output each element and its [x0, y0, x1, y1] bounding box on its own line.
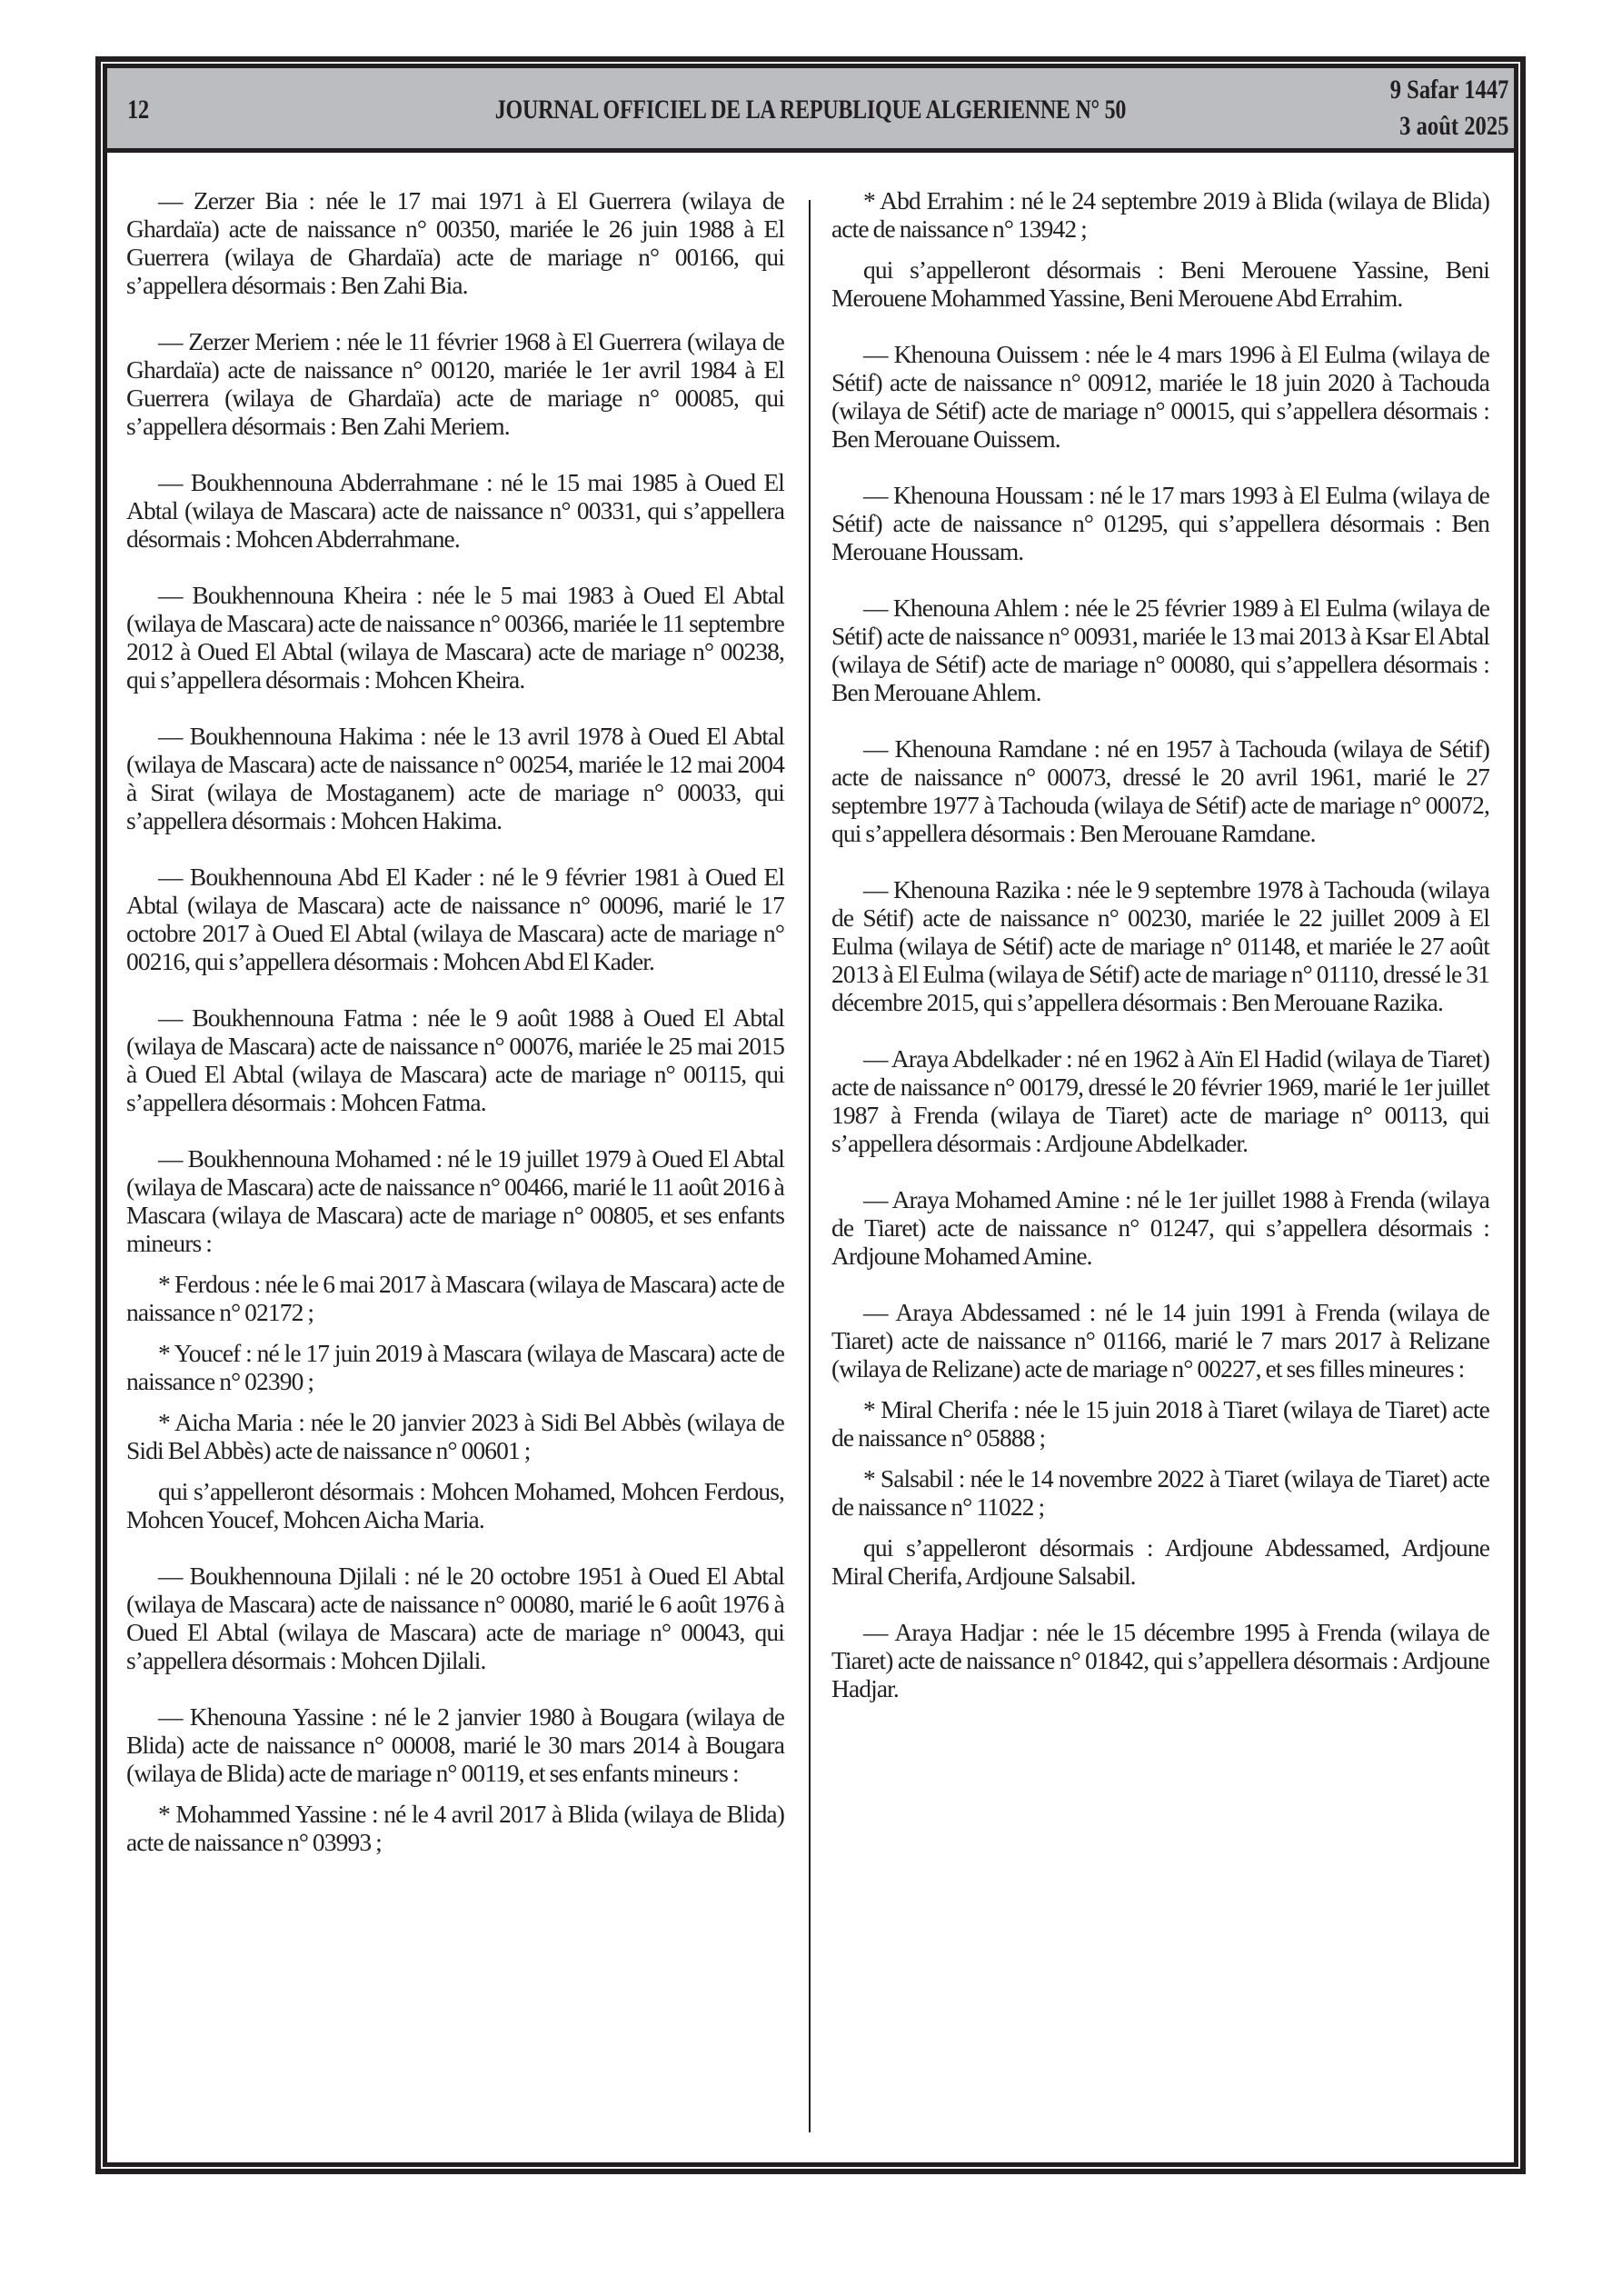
paragraph: * Miral Cherifa : née le 15 juin 2018 à Tiaret (wilaya de Tiaret) acte de naissance n° 05888 ; [831, 1395, 1489, 1452]
paragraph: — Boukhennouna Abderrahmane : né le 15 mai 1985 à Oued El Abtal (wilaya de Mascara) acte de naissance n° 00331, qui s’appellera désormais : Mohcen Abderrahmane. [126, 468, 784, 553]
paragraph: — Khenouna Ramdane : né en 1957 à Tachouda (wilaya de Sétif) acte de naissance n° 00073, dressé le 20 avril 1961, marié le 27 septembre 1977 à Tachouda (wilaya de Sétif) acte de mariage n° 00072, qui s’appellera désormais : Ben Merouane Ramdane. [831, 734, 1489, 847]
paragraph: * Salsabil : née le 14 novembre 2022 à Tiaret (wilaya de Tiaret) acte de naissance n° 11022 ; [831, 1464, 1489, 1521]
paragraph: — Araya Mohamed Amine : né le 1er juillet 1988 à Frenda (wilaya de Tiaret) acte de naissance n° 01247, qui s’appellera désormais : Ardjoune Mohamed Amine. [831, 1185, 1489, 1270]
page-number: 12 [127, 95, 149, 125]
paragraph: — Araya Hadjar : née le 15 décembre 1995 à Frenda (wilaya de Tiaret) acte de naissance n° 01842, qui s’appellera désormais : Ardjoune Hadjar. [831, 1618, 1489, 1702]
date-hijri: 9 Safar 1447 [1389, 75, 1508, 105]
right-column [831, 186, 1489, 1731]
paragraph: * Ferdous : née le 6 mai 2017 à Mascara (wilaya de Mascara) acte de naissance n° 02172 ; [126, 1270, 784, 1326]
paragraph: — Zerzer Meriem : née le 11 février 1968 à El Guerrera (wilaya de Ghardaïa) acte de naissance n° 00120, mariée le 1er avril 1984 à El Guerrera (wilaya de Ghardaïa) acte de mariage n° 00085, qui s’appellera désormais : Ben Zahi Meriem. [126, 327, 784, 440]
paragraph: — Boukhennouna Kheira : née le 5 mai 1983 à Oued El Abtal (wilaya de Mascara) acte de naissance n° 00366, mariée le 11 septembre 2012 à Oued El Abtal (wilaya de Mascara) acte de mariage n° 00238, qui s’appellera désormais : Mohcen Kheira. [126, 581, 784, 694]
paragraph: * Abd Errahim : né le 24 septembre 2019 à Blida (wilaya de Blida) acte de naissance n° 13942 ; [831, 186, 1489, 243]
issue-dates [1364, 72, 1508, 145]
paragraph: — Khenouna Houssam : né le 17 mars 1993 à El Eulma (wilaya de Sétif) acte de naissance n° 01295, qui s’appellera désormais : Ben Merouane Houssam. [831, 481, 1489, 565]
column-divider [809, 200, 811, 2132]
left-column [126, 186, 784, 1869]
journal-title-text: JOURNAL OFFICIEL DE LA REPUBLIQUE ALGERIENNE N° 50 [494, 95, 1127, 125]
paragraph: — Boukhennouna Abd El Kader : né le 9 février 1981 à Oued El Abtal (wilaya de Mascara) acte de naissance n° 00096, marié le 17 octobre 2017 à Oued El Abtal (wilaya de Mascara) acte de mariage n° 00216, qui s’appellera désormais : Mohcen Abd El Kader. [126, 863, 784, 975]
paragraph: — Boukhennouna Djilali : né le 20 octobre 1951 à Oued El Abtal (wilaya de Mascara) acte de naissance n° 00080, marié le 6 août 1976 à Oued El Abtal (wilaya de Mascara) acte de mariage n° 00043, qui s’appellera désormais : Mohcen Djilali. [126, 1562, 784, 1674]
journal-title [107, 95, 1514, 125]
paragraph: — Araya Abdessamed : né le 14 juin 1991 à Frenda (wilaya de Tiaret) acte de naissance n° 01166, marié le 7 mars 2017 à Relizane (wilaya de Relizane) acte de mariage n° 00227, et ses filles mineures : [831, 1298, 1489, 1383]
paragraph: — Boukhennouna Fatma : née le 9 août 1988 à Oued El Abtal (wilaya de Mascara) acte de naissance n° 00076, mariée le 25 mai 2015 à Oued El Abtal (wilaya de Mascara) acte de mariage n° 00115, qui s’appellera désormais : Mohcen Fatma. [126, 1003, 784, 1116]
paragraph: — Boukhennouna Mohamed : né le 19 juillet 1979 à Oued El Abtal (wilaya de Mascara) acte de naissance n° 00466, marié le 11 août 2016 à Mascara (wilaya de Mascara) acte de mariage n° 00805, et ses enfants mineurs : [126, 1144, 784, 1257]
paragraph: — Zerzer Bia : née le 17 mai 1971 à El Guerrera (wilaya de Ghardaïa) acte de naissance n° 00350, mariée le 26 juin 1988 à El Guerrera (wilaya de Ghardaïa) acte de mariage n° 00166, qui s’appellera désormais : Ben Zahi Bia. [126, 186, 784, 299]
paragraph: — Khenouna Ouissem : née le 4 mars 1996 à El Eulma (wilaya de Sétif) acte de naissance n° 00912, mariée le 18 juin 2020 à Tachouda (wilaya de Sétif) acte de mariage n° 00015, qui s’appellera désormais : Ben Merouane Ouissem. [831, 340, 1489, 453]
paragraph: — Araya Abdelkader : né en 1962 à Aïn El Hadid (wilaya de Tiaret) acte de naissance n° 00179, dressé le 20 février 1969, marié le 1er juillet 1987 à Frenda (wilaya de Tiaret) acte de mariage n° 00113, qui s’appellera désormais : Ardjoune Abdelkader. [831, 1044, 1489, 1157]
paragraph: — Khenouna Ahlem : née le 25 février 1989 à El Eulma (wilaya de Sétif) acte de naissance n° 00931, mariée le 13 mai 2013 à Ksar El Abtal (wilaya de Sétif) acte de mariage n° 00080, qui s’appellera désormais : Ben Merouane Ahlem. [831, 594, 1489, 706]
paragraph: * Youcef : né le 17 juin 2019 à Mascara (wilaya de Mascara) acte de naissance n° 02390 ; [126, 1339, 784, 1395]
paragraph: qui s’appelleront désormais : Beni Merouene Yassine, Beni Merouene Mohammed Yassine, Beni Merouene Abd Errahim. [831, 255, 1489, 312]
paragraph: * Mohammed Yassine : né le 4 avril 2017 à Blida (wilaya de Blida) acte de naissance n° 03993 ; [126, 1800, 784, 1856]
paragraph: — Boukhennouna Hakima : née le 13 avril 1978 à Oued El Abtal (wilaya de Mascara) acte de naissance n° 00254, mariée le 12 mai 2004 à Sirat (wilaya de Mostaganem) acte de mariage n° 00033, qui s’appellera désormais : Mohcen Hakima. [126, 722, 784, 834]
page-header [107, 68, 1514, 153]
paragraph: qui s’appelleront désormais : Ardjoune Abdessamed, Ardjoune Miral Cherifa, Ardjoune Salsabil. [831, 1533, 1489, 1590]
paragraph: qui s’appelleront désormais : Mohcen Mohamed, Mohcen Ferdous, Mohcen Youcef, Mohcen Aicha Maria. [126, 1477, 784, 1533]
paragraph: — Khenouna Yassine : né le 2 janvier 1980 à Bougara (wilaya de Blida) acte de naissance n° 00008, marié le 30 mars 2014 à Bougara (wilaya de Blida) acte de mariage n° 00119, et ses enfants mineurs : [126, 1702, 784, 1787]
date-gregorian: 3 août 2025 [1398, 111, 1508, 141]
paragraph: — Khenouna Razika : née le 9 septembre 1978 à Tachouda (wilaya de Sétif) acte de naissance n° 00230, mariée le 22 juillet 2009 à El Eulma (wilaya de Sétif) acte de mariage n° 01148, et mariée le 27 août 2013 à El Eulma (wilaya de Sétif) acte de mariage n° 01110, dressé le 31 décembre 2015, qui s’appellera désormais : Ben Merouane Razika. [831, 875, 1489, 1016]
paragraph: * Aicha Maria : née le 20 janvier 2023 à Sidi Bel Abbès (wilaya de Sidi Bel Abbès) acte de naissance n° 00601 ; [126, 1408, 784, 1464]
